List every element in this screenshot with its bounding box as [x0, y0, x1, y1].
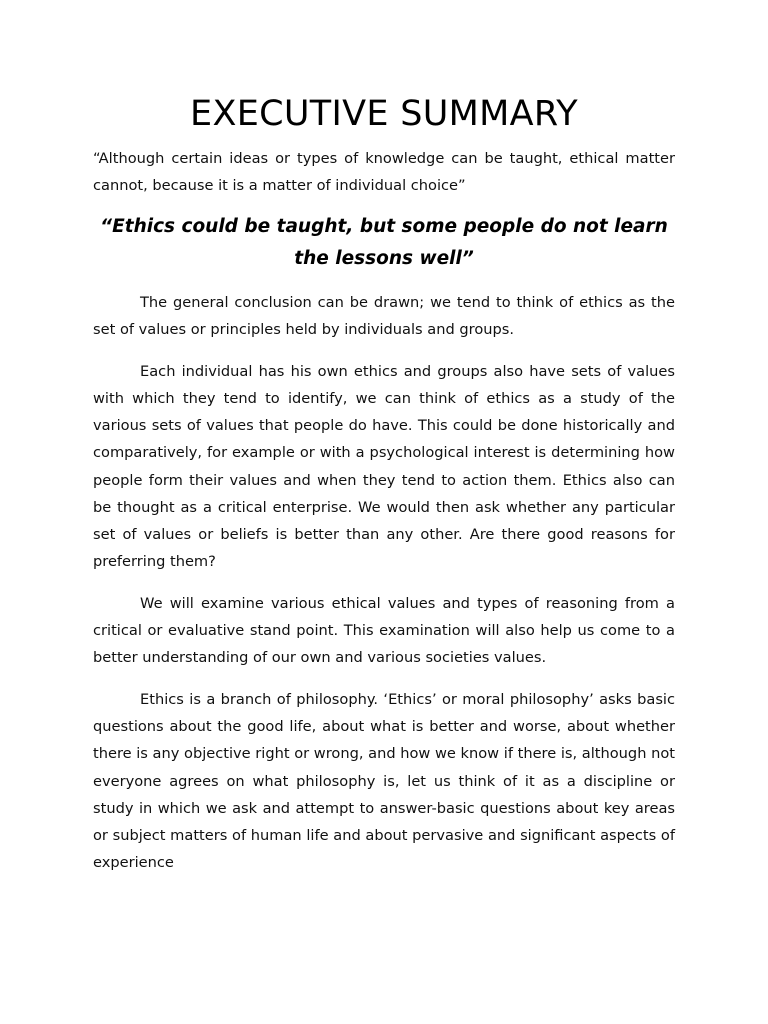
- document-page: [93, 0, 675, 876]
- body-paragraph-4: Ethics is a branch of philosophy. ‘Ethics’ or moral philosophy’ asks basic questions about the good life, about what is better and worse, about whether there is any objective right or wrong, and how we know if there is, although not everyone agrees on what philosophy is, let us think of it as a discipline or study in which we ask and attempt to answer-basic questions about key areas or subject matters of human life and about pervasive and significant aspects of experience: [93, 691, 675, 871]
- page-title: EXECUTIVE SUMMARY: [190, 94, 578, 134]
- body-paragraph-1: The general conclusion can be drawn; we tend to think of ethics as the set of values or principles held by individuals and groups.: [93, 294, 675, 339]
- body-paragraph-3: We will examine various ethical values and types of reasoning from a critical or evaluative stand point. This examination will also help us come to a better understanding of our own and various societies values.: [93, 594, 675, 667]
- body-paragraph-2: Each individual has his own ethics and groups also have sets of values with which they tend to identify, we can think of ethics as a study of the various sets of values that people do have. This could be done historically and comparatively, for example or with a psychological interest is determining how people form their values and when they tend to action them. Ethics also can be thought as a critical enterprise. We would then ask whether any particular set of values or beliefs is better than any other. Are there good reasons for preferring them?: [93, 363, 675, 570]
- epigraph-quote: “Although certain ideas or types of knowledge can be taught, ethical matter cannot, because it is a matter of individual choice”: [93, 150, 675, 194]
- pull-quote: “Ethics could be taught, but some people do not learn the lessons well”: [100, 216, 668, 269]
